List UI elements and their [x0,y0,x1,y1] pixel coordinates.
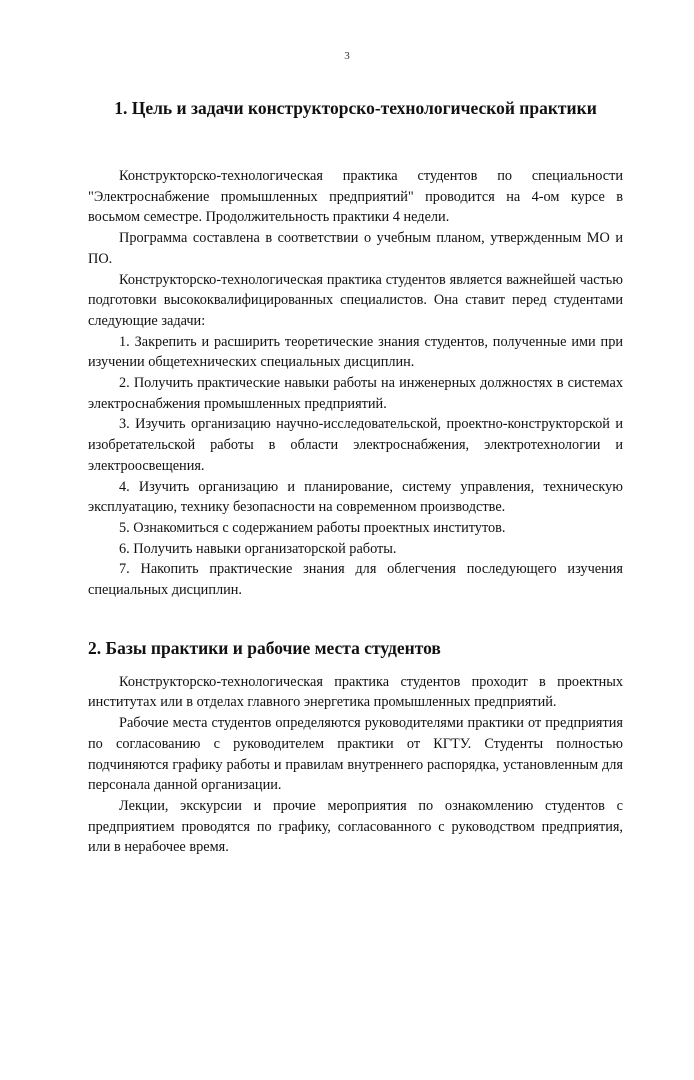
section-1-body [88,166,623,601]
section-2-paragraph: Рабочие места студентов определяются руководителями практики от предприятия по согласованию с руководителем практики от КГТУ. Студенты полностью подчиняются графику работы и правилам внутреннего распорядка, установленным для персонала данной организации. [88,715,623,794]
task-item: 4. Изучить организацию и планирование, систему управления, техническую эксплуатацию, технику безопасности на современном производстве. [88,478,623,516]
task-item: 5. Ознакомиться с содержанием работы проектных институтов. [119,519,506,536]
section-2-paragraph: Лекции, экскурсии и прочие мероприятия по ознакомлению студентов с предприятием проводятся по графику, согласованного с руководством предприятия, или в нерабочее время. [88,797,623,856]
section-2-body [88,672,623,858]
task-item: 3. Изучить организацию научно-исследовательской, проектно-конструкторской и изобретательской работы в области электроснабжения, электротехнологии и электроосвещения. [88,416,623,474]
section-2-paragraph: Конструкторско-технологическая практика студентов проходит в проектных институтах или в отделах главного энергетика промышленных предприятий. [88,673,623,711]
task-item: 6. Получить навыки организаторской работы. [119,540,397,557]
task-item: 7. Накопить практические знания для облегчения последующего изучения специальных дисциплин. [88,561,623,599]
section-1-paragraph: Программа составлена в соответствии о учебным планом, утвержденным МО и ПО. [88,230,623,267]
page-number: 3 [344,50,350,62]
task-item: 1. Закрепить и расширить теоретические знания студентов, полученные ими при изучении общетехнических специальных дисциплин. [88,333,623,371]
section-1-heading: 1. Цель и задачи конструкторско-технологической практики [114,98,597,118]
section-2-heading: 2. Базы практики и рабочие места студентов [88,637,441,658]
section-1-paragraph: Конструкторско-технологическая практика студентов является важнейшей частью подготовки высококвалифицированных специалистов. Она ставит перед студентами следующие задачи: [88,271,623,329]
section-1-paragraph: Конструкторско-технологическая практика студентов по специальности "Электроснабжение промышленных предприятий" проводится на 4-ом курсе в восьмом семестре. Продолжительность практики 4 недели. [88,168,623,226]
page-content [88,96,623,858]
task-item: 2. Получить практические навыки работы на инженерных должностях в системах электроснабжения промышленных предприятий. [88,375,623,412]
